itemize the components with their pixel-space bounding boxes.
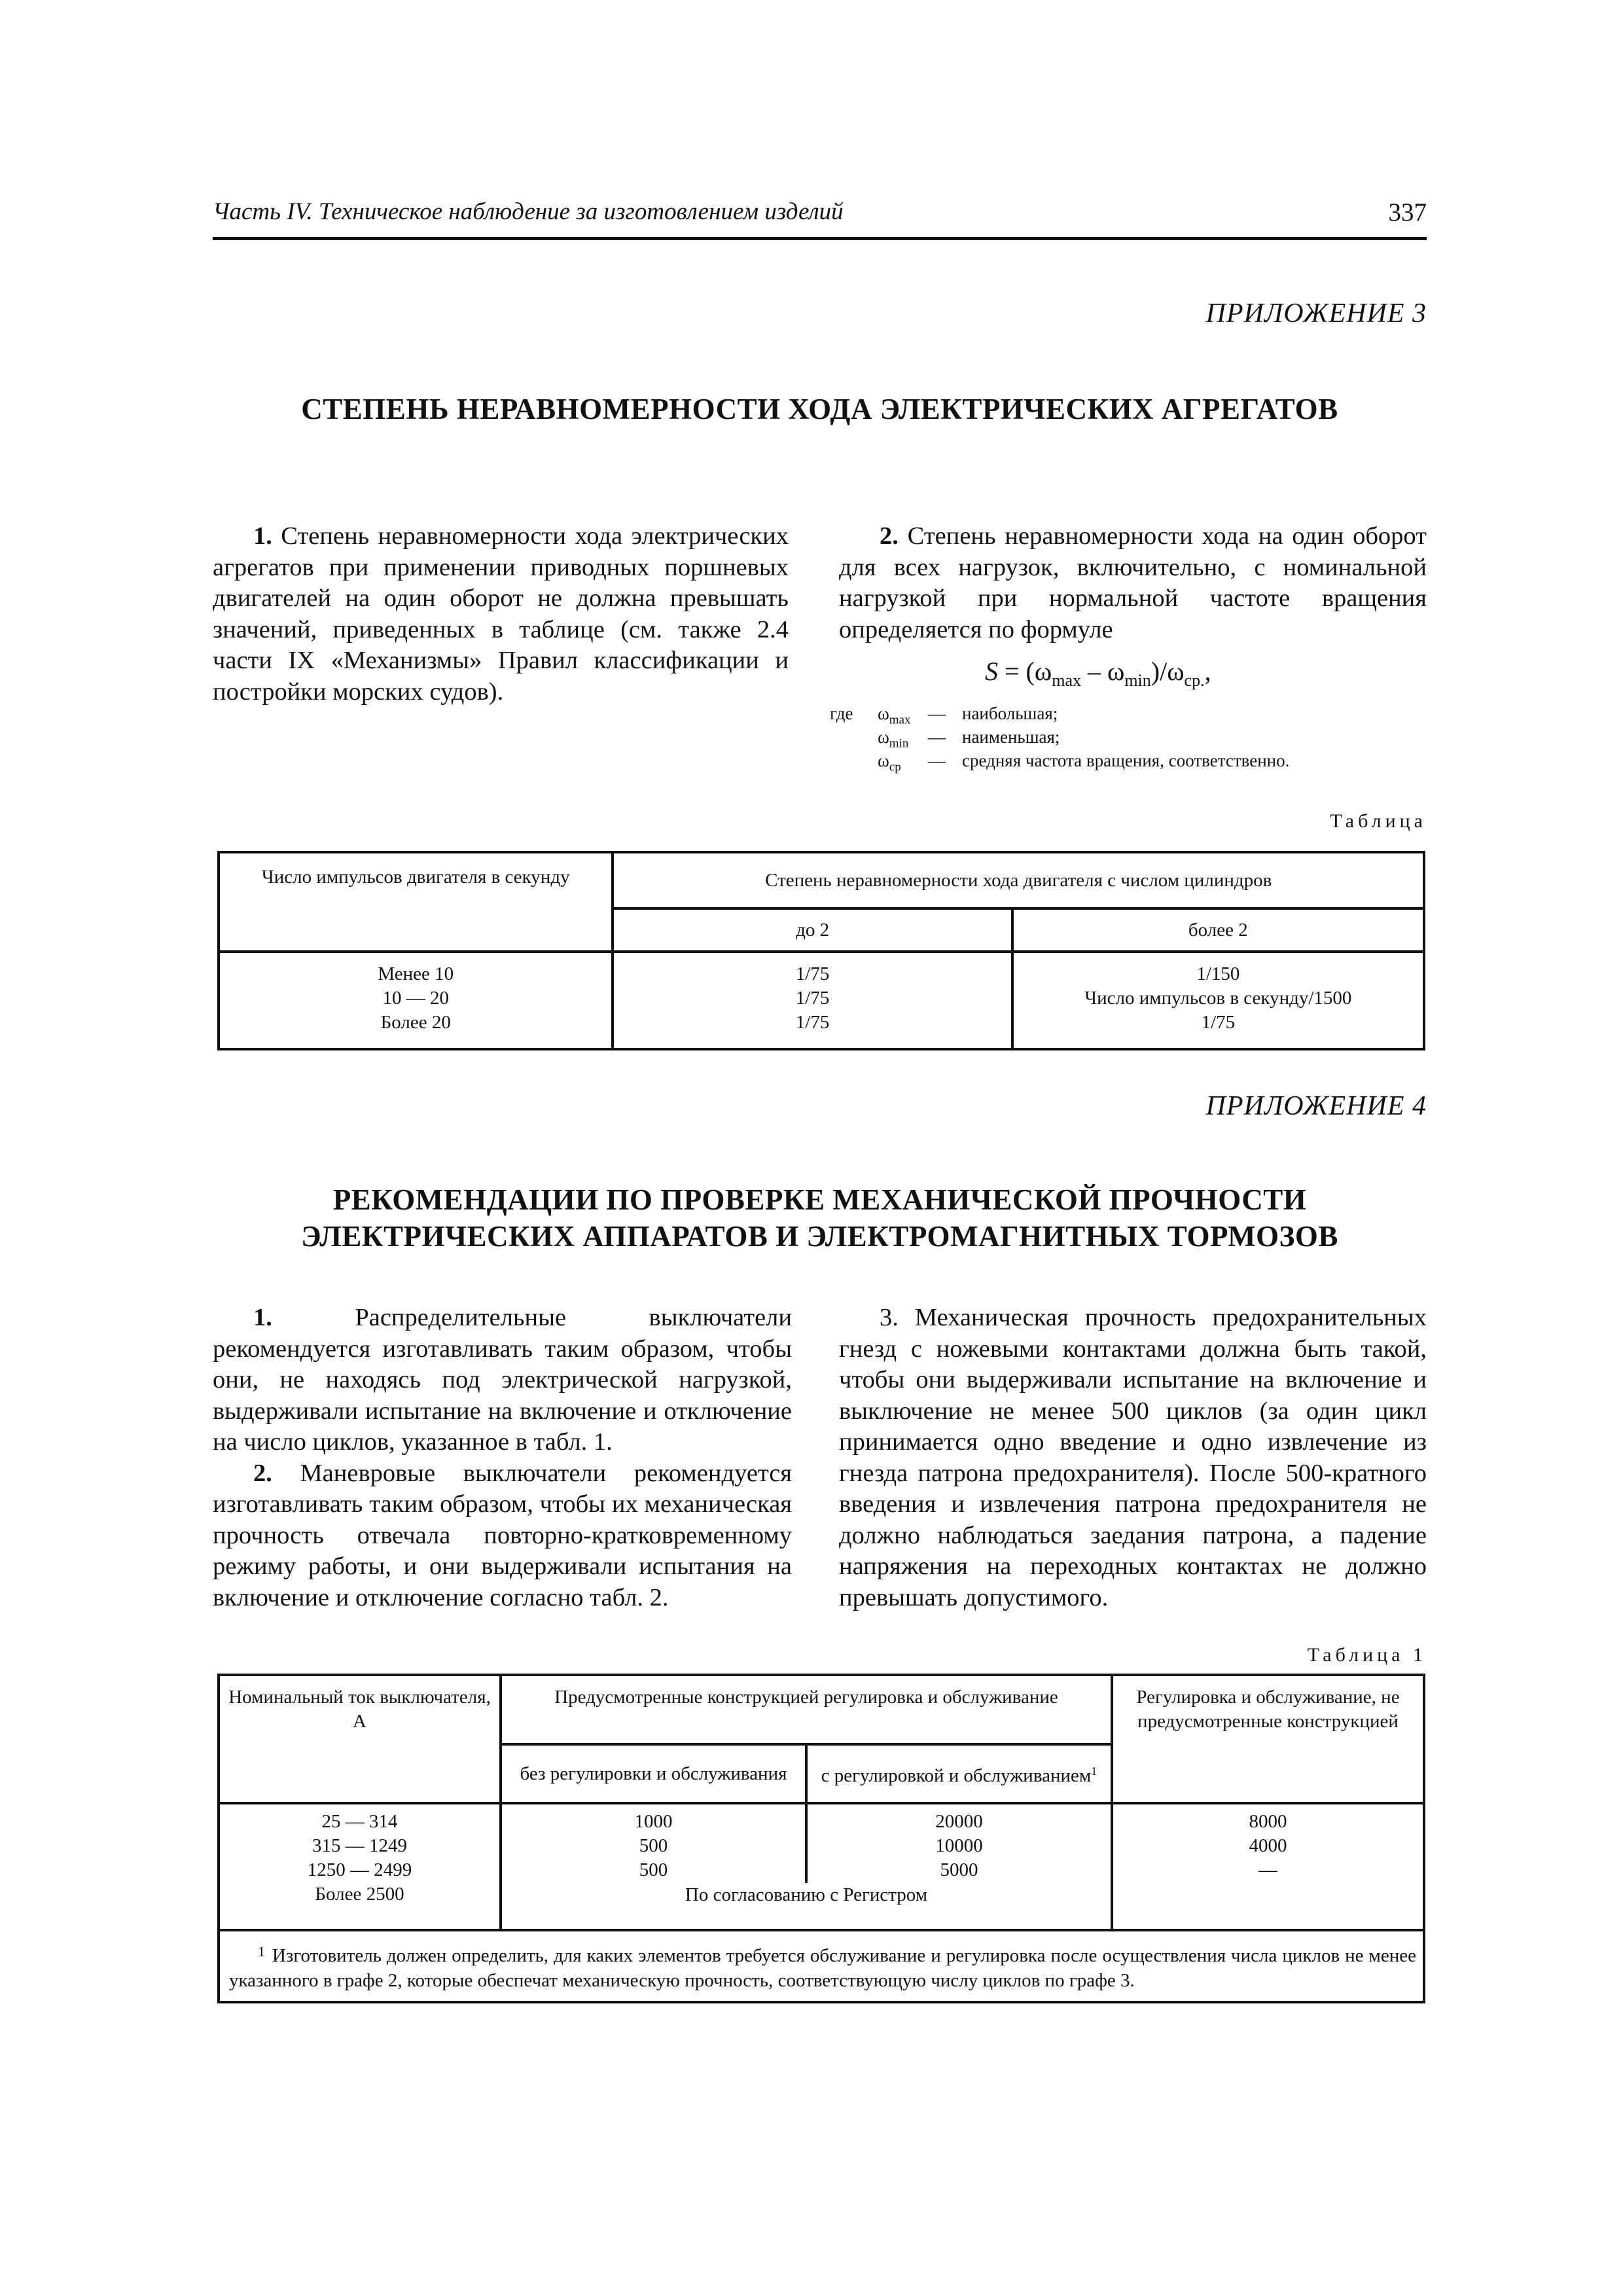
appendix-3-label: ПРИЛОЖЕНИЕ 3: [1205, 298, 1427, 329]
paragraph-number: 2.: [880, 522, 899, 550]
table-value: 25 — 314: [321, 1811, 398, 1832]
table-cell-more-than-2: [1012, 952, 1424, 1049]
table-value: 1/75: [795, 1012, 830, 1033]
table-value: —: [1258, 1859, 1277, 1880]
irregularity-table: [217, 851, 1425, 1050]
appendix-4-right-column: [839, 1302, 1427, 1613]
paragraph-text: Механическая прочность предохранительных гнезд с ножевыми контактами должна быть такой, чтобы они выдерживали испытание на включение и выключение не менее 500 циклов (за один цикл принимается одно введение и одно извлечение из гнезда патрона предохранителя). После 500-кратного введения и извлечения патрона предохранителя не должно наблюдаться заедания патрона, а падение напряжения на переходных контактах не должно превышать допустимого.: [839, 1304, 1427, 1611]
legend-where: где: [830, 704, 853, 723]
table-value: 1/75: [795, 988, 830, 1009]
table-value: 1250 — 2499: [307, 1859, 412, 1880]
table-cell-pulses: [219, 952, 613, 1049]
formula-subscript: ср.: [1184, 671, 1205, 690]
table-1-caption: Таблица 1: [1307, 1644, 1427, 1666]
table-value: 20000: [935, 1811, 983, 1832]
appendix-3-paragraph-2: [839, 521, 1427, 645]
legend-dash: —: [928, 751, 946, 770]
subheader-text: с регулировкой и обслуживанием: [821, 1765, 1092, 1786]
legend-description: наибольшая;: [962, 704, 1058, 723]
formula-part: = (ω: [998, 656, 1052, 686]
paragraph-text: Распределительные выключатели рекомендуется изготавливать таким образом, чтобы они, не находясь под электрической нагрузкой, выдерживали испытание на включение и отключение на число циклов, указанное в табл. 1.: [213, 1304, 792, 1456]
formula-part: )/ω: [1150, 656, 1185, 686]
formula-part: – ω: [1080, 656, 1125, 686]
table-value: 500: [639, 1835, 668, 1856]
table-value: Число импульсов в секунду/1500: [1084, 988, 1352, 1009]
legend-description: наименьшая;: [962, 727, 1060, 747]
paragraph-number: 2.: [253, 1459, 272, 1487]
table-cell-not-provided: [1112, 1803, 1424, 1930]
appendix-3-right-column: [839, 521, 1427, 645]
legend-symbol-base: ω: [878, 751, 889, 770]
table-cell-rated-current: [219, 1803, 501, 1930]
table-value: 5000: [940, 1859, 978, 1880]
table-cell-with-adjustment: [806, 1803, 1112, 1883]
table-value: 1/150: [1196, 963, 1240, 984]
table-cell-without-adjustment: [501, 1803, 806, 1883]
table-header-group: Степень неравномерности хода двигателя с числом цилиндров: [613, 852, 1424, 908]
legend-symbol-subscript: max: [889, 713, 911, 727]
appendix-4-paragraph-1: [213, 1302, 792, 1458]
appendix-4-paragraph-2: [213, 1458, 792, 1614]
footnote-mark: 1: [1091, 1765, 1097, 1778]
appendix-3-title: СТЕПЕНЬ НЕРАВНОМЕРНОСТИ ХОДА ЭЛЕКТРИЧЕСКИХ АГРЕГАТОВ: [301, 393, 1338, 425]
table-header-not-provided: Регулировка и обслуживание, не предусмотренные конструкцией: [1112, 1675, 1424, 1803]
table-value: 1/75: [795, 963, 830, 984]
table-value: 315 — 1249: [312, 1835, 408, 1856]
table-value: Менее 10: [378, 963, 454, 984]
table-subheader-more-than-2: более 2: [1012, 908, 1424, 952]
paragraph-text: Маневровые выключатели рекомендуется изготавливать таким образом, чтобы их механическая прочность отвечала повторно-кратковременному режиму работы, и они выдерживали испытания на включение и отключение согласно табл. 2.: [213, 1459, 792, 1611]
page-number: 337: [1388, 198, 1427, 226]
table-header-pulses: Число импульсов двигателя в секунду: [219, 852, 613, 952]
appendix-3-paragraph-1: [213, 521, 789, 708]
table-value: Более 2500: [315, 1884, 404, 1905]
table-caption: Таблица: [1330, 810, 1427, 832]
legend-dash: —: [928, 704, 946, 723]
paragraph-text: Степень неравномерности хода на один оборот для всех нагрузок, включительно, с номинальной нагрузкой при нормальной частоте вращения определяется по формуле: [839, 522, 1427, 643]
table-value: 4000: [1249, 1835, 1287, 1856]
formula: [985, 656, 1211, 691]
table-subheader-up-to-2: до 2: [613, 908, 1012, 952]
paragraph-text: Степень неравномерности хода электрических агрегатов при применении приводных поршневых двигателей на один оборот не должна превышать значений, приведенных в таблице (см. также 2.4 части IX «Механизмы» Правил классификации и постройки морских судов).: [213, 522, 789, 706]
legend-symbol-subscript: ср: [889, 760, 901, 774]
table-value: 1000: [634, 1811, 673, 1832]
appendix-4-title: [213, 1181, 1427, 1255]
formula-part: ,: [1204, 656, 1211, 686]
appendix-4-left-column: [213, 1302, 792, 1613]
table-value: 1/75: [1201, 1012, 1236, 1033]
running-head: [213, 196, 1427, 240]
table-footnote: [219, 1930, 1424, 2002]
switch-cycles-table: [217, 1674, 1425, 2003]
footnote-number: 1: [258, 1943, 265, 1960]
table-value: 10 — 20: [382, 988, 449, 1009]
table-value: 10000: [935, 1835, 983, 1856]
table-value: 8000: [1249, 1811, 1287, 1832]
paragraph-number: 1.: [253, 1304, 272, 1331]
formula-subscript: max: [1052, 671, 1081, 690]
table-value: Более 20: [380, 1012, 451, 1033]
legend-symbol-base: ω: [878, 727, 889, 747]
table-subheader-with-adjustment: [806, 1744, 1112, 1803]
legend-symbol-base: ω: [878, 704, 889, 723]
paragraph-number: 3.: [880, 1304, 899, 1331]
table-cell-by-agreement: По согласованию с Регистром: [501, 1883, 1112, 1930]
appendix-4-paragraph-3: [839, 1302, 1427, 1613]
appendix-4-title-line-2: ЭЛЕКТРИЧЕСКИХ АППАРАТОВ И ЭЛЕКТРОМАГНИТНЫХ ТОРМОЗОВ: [301, 1220, 1338, 1253]
formula-lhs: S: [985, 656, 998, 686]
running-head-title: Часть IV. Техническое наблюдение за изготовлением изделий: [213, 198, 844, 225]
legend-dash: —: [928, 727, 946, 747]
footnote-text: Изготовитель должен определить, для каких элементов требуется обслуживание и регулировка после осуществления числа циклов не менее указанного в графе 2, которые обеспечат механическую прочность, соответствующую числу циклов по графе 3.: [229, 1945, 1416, 1991]
legend-symbol-subscript: min: [889, 736, 909, 751]
table-cell-up-to-2: [613, 952, 1012, 1049]
table-header-group: Предусмотренные конструкцией регулировка и обслуживание: [501, 1675, 1112, 1744]
table-value: 500: [639, 1859, 668, 1880]
table-subheader-without-adjustment: без регулировки и обслуживания: [501, 1744, 806, 1803]
appendix-4-label: ПРИЛОЖЕНИЕ 4: [1205, 1091, 1427, 1121]
legend-description: средняя частота вращения, соответственно.: [962, 751, 1290, 770]
paragraph-number: 1.: [253, 522, 272, 550]
formula-subscript: min: [1124, 671, 1151, 690]
appendix-4-title-line-1: РЕКОМЕНДАЦИИ ПО ПРОВЕРКЕ МЕХАНИЧЕСКОЙ ПРОЧНОСТИ: [332, 1183, 1307, 1216]
appendix-3-left-column: [213, 521, 789, 708]
legend-symbol: [878, 749, 901, 779]
table-header-rated-current: Номинальный ток выключателя, А: [219, 1675, 501, 1803]
